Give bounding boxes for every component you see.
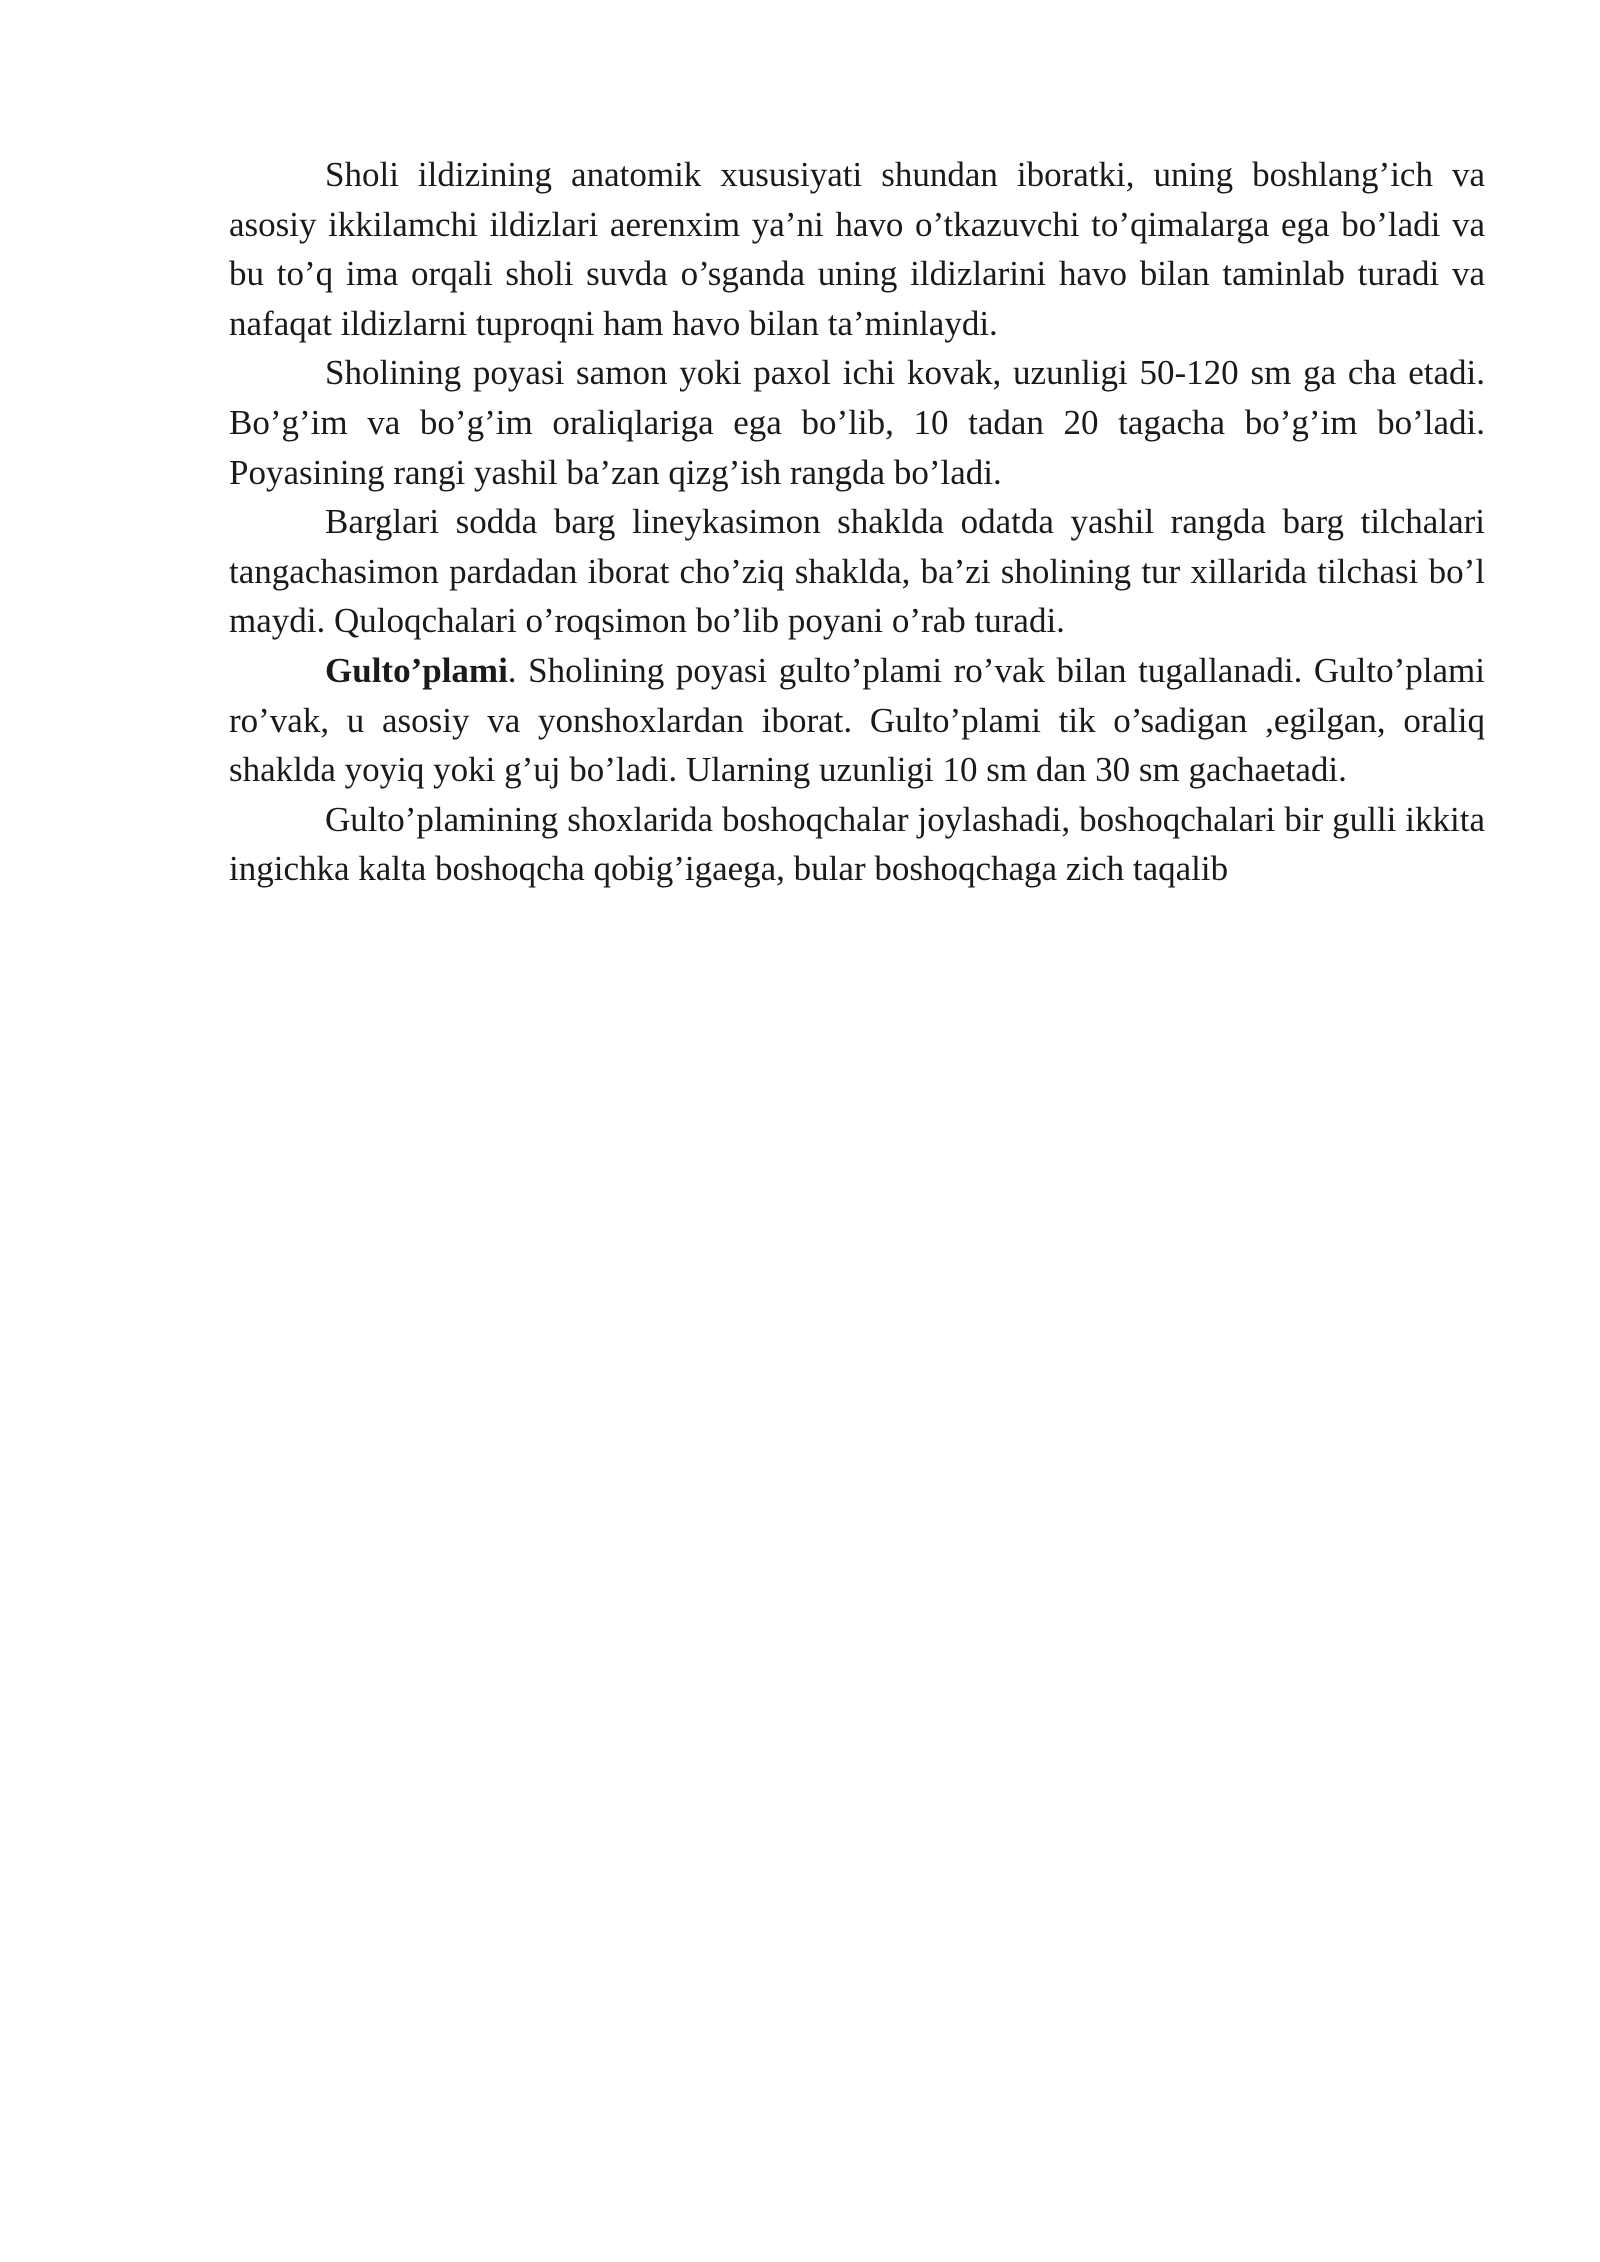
paragraph-text: . Sholining poyasi gulto’plami ro’vak bilan tugallanadi. Gulto’plami ro’vak, u asosiy va yonshoxlardan iborat. Gulto’plami tik o’sadigan ,egilgan, oraliq shaklda yoyiq yoki g’uj bo’ladi. Ularning uzunligi 10 sm dan 30 sm gachaetadi. xyxy=(229,650,1485,790)
paragraph-spikelets xyxy=(229,795,1485,894)
paragraph-text: Gulto’plamining shoxlarida boshoqchalar joylashadi, boshoqchalari bir gulli ikkita ingichka kalta boshoqcha qobig’igaega, bular boshoqchaga zich taqalib xyxy=(229,799,1485,889)
paragraph-root-anatomy xyxy=(229,150,1485,348)
paragraph-text: Sholining poyasi samon yoki paxol ichi kovak, uzunligi 50-120 sm ga cha etadi. Bo’g’im va bo’g’im oraliqlariga ega bo’lib, 10 tadan 20 tagacha bo’g’im bo’ladi. Poyasining rangi yashil ba’zan qizg’ish rangda bo’ladi. xyxy=(229,353,1485,492)
paragraph-lead-term: Gulto’plami xyxy=(325,650,508,690)
body-text xyxy=(229,150,1485,894)
paragraph-stem xyxy=(229,348,1485,497)
paragraph-leaves xyxy=(229,497,1485,646)
paragraph-text: Sholi ildizining anatomik xususiyati shundan iboratki, uning boshlang’ich va asosiy ikkilamchi ildizlari aerenxim ya’ni havo o’tkazuvchi to’qimalarga ega bo’ladi va bu to’q ima orqali sholi suvda o’sganda uning ildizlarini havo bilan taminlab turadi va nafaqat ildizlarni tuproqni ham havo bilan ta’minlaydi. xyxy=(229,155,1485,343)
paragraph-text: Barglari sodda barg lineykasimon shaklda odatda yashil rangda barg tilchalari tangachasimon pardadan iborat cho’ziq shaklda, ba’zi sholining tur xillarida tilchasi bo’l maydi. Quloqchalari o’roqsimon bo’lib poyani o’rab turadi. xyxy=(229,502,1485,641)
paragraph-inflorescence xyxy=(229,646,1485,795)
